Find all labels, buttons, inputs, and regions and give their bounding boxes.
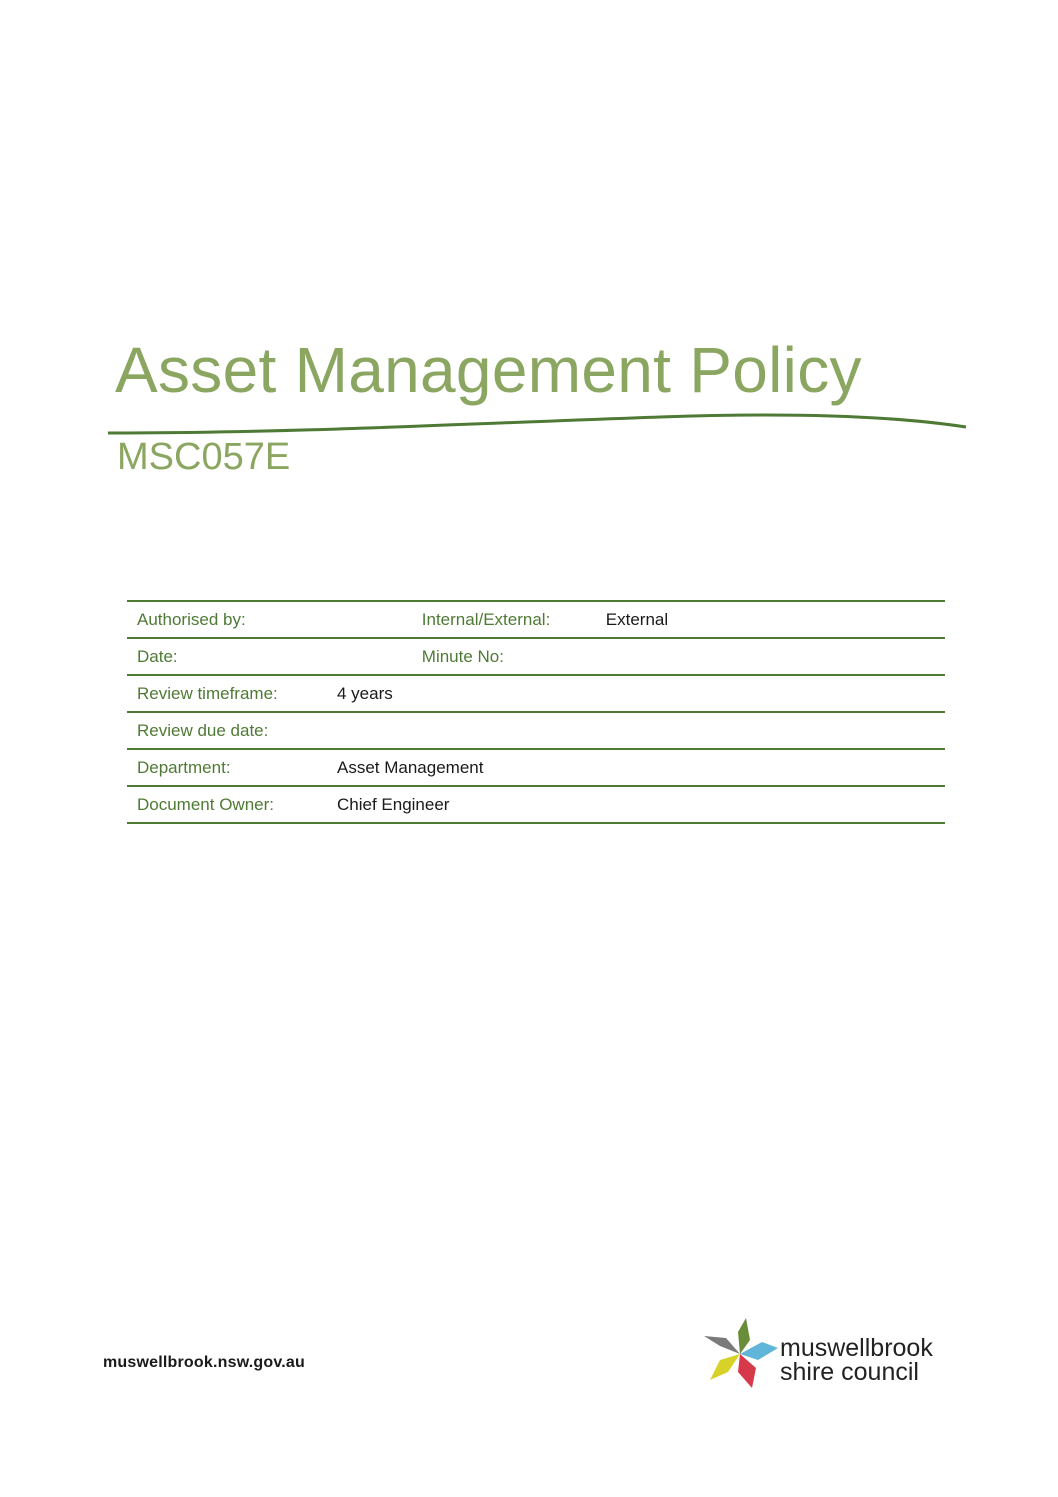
internal-external-label: Internal/External: (412, 601, 596, 638)
review-due-date-label: Review due date: (127, 712, 327, 749)
table-row (127, 749, 945, 786)
table-row (127, 786, 945, 823)
document-title: Asset Management Policy (115, 334, 862, 406)
document-details-table (127, 600, 945, 824)
minute-no-value (596, 638, 945, 675)
logo-text-line2: shire council (780, 1358, 919, 1386)
internal-external-value: External (596, 601, 945, 638)
department-label: Department: (127, 749, 327, 786)
minute-no-label: Minute No: (412, 638, 596, 675)
council-star-icon (700, 1316, 780, 1396)
table-row (127, 712, 945, 749)
table-row (127, 601, 945, 638)
authorised-by-label: Authorised by: (127, 601, 327, 638)
document-owner-value: Chief Engineer (327, 786, 945, 823)
table-row (127, 638, 945, 675)
review-due-date-value (327, 712, 945, 749)
date-label: Date: (127, 638, 327, 675)
review-timeframe-value: 4 years (327, 675, 945, 712)
document-owner-label: Document Owner: (127, 786, 327, 823)
authorised-by-value (327, 601, 412, 638)
footer-website-link[interactable]: muswellbrook.nsw.gov.au (103, 1354, 305, 1371)
table-row (127, 675, 945, 712)
department-value: Asset Management (327, 749, 945, 786)
logo-text-line1: muswellbrook (780, 1334, 933, 1362)
date-value (327, 638, 412, 675)
review-timeframe-label: Review timeframe: (127, 675, 327, 712)
document-code: MSC057E (117, 436, 291, 478)
title-underline-swoosh (100, 405, 970, 439)
council-logo (700, 1316, 960, 1396)
